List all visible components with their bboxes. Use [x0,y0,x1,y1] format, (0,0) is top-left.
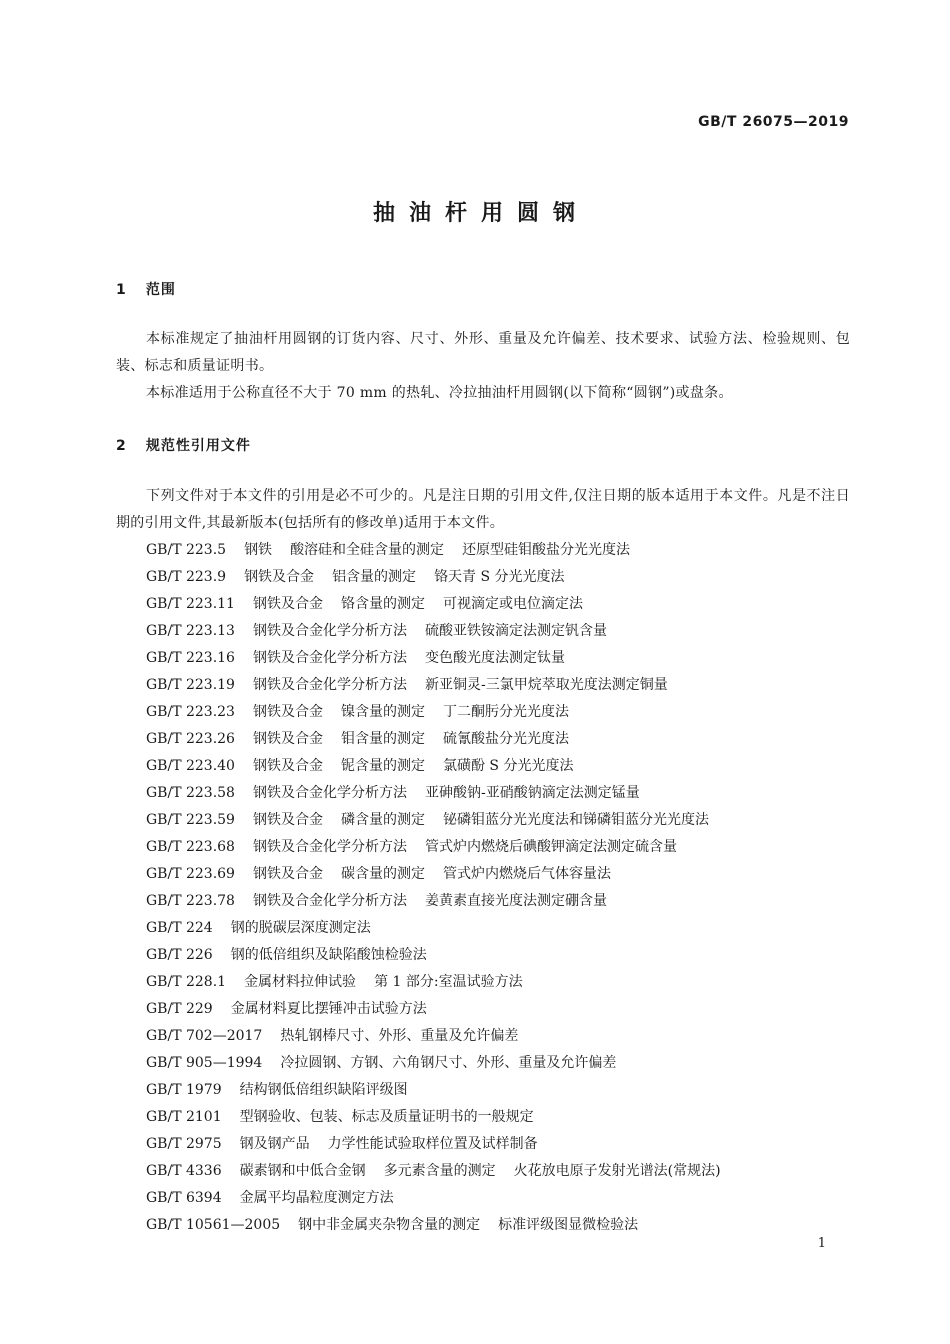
reference-code: GB/T 228.1 [146,974,227,990]
section-title: 规范性引用文件 [145,438,251,454]
reference-title-part: 还原型硅钼酸盐分光光度法 [462,542,631,558]
reference-title-part: 管式炉内燃烧后碘酸钾滴定法测定硫含量 [424,839,677,855]
reference-item [146,888,721,915]
reference-item [146,915,721,942]
reference-title-part: 钢铁及合金 [252,758,323,774]
reference-list [146,537,721,1239]
scope-paragraph: 本标准适用于公称直径不大于 70 mm 的热轧、冷拉抽油杆用圆钢(以下简称“圆钢”)或盘条。 [146,385,733,401]
reference-title-part: 铌含量的测定 [340,758,425,774]
reference-item [146,780,721,807]
reference-title-part: 磷含量的测定 [340,812,425,828]
reference-title-part: 钢铁 [244,542,273,558]
reference-item [146,618,721,645]
reference-title-part: 钢铁及合金化学分析方法 [252,677,407,693]
reference-code: GB/T 2975 [146,1136,222,1152]
reference-item [146,726,721,753]
page-number: 1 [817,1236,826,1251]
section-heading-normative-references [116,435,251,455]
reference-item [146,996,721,1023]
reference-title-part: 碳素钢和中低合金钢 [239,1163,366,1179]
reference-title-part: 钢的脱碳层深度测定法 [230,920,371,936]
reference-title-part: 镍含量的测定 [340,704,425,720]
reference-item [146,1185,721,1212]
reference-item [146,1104,721,1131]
reference-title-part: 硫酸亚铁铵滴定法测定钒含量 [424,623,607,639]
reference-title-part: 火花放电原子发射光谱法(常规法) [513,1163,721,1179]
reference-title-part: 钢铁及合金 [252,596,323,612]
reference-code: GB/T 223.11 [146,596,235,612]
reference-title-part: 第 1 部分:室温试验方法 [374,974,523,990]
section-number: 2 [116,438,127,454]
reference-item [146,537,721,564]
reference-title-part: 多元素含量的测定 [383,1163,496,1179]
reference-title-part: 钢铁及合金 [252,704,323,720]
reference-item [146,672,721,699]
reference-title-part: 丁二酮肟分光光度法 [442,704,569,720]
reference-code: GB/T 226 [146,947,213,963]
reference-title-part: 型钢验收、包装、标志及质量证明书的一般规定 [239,1109,534,1125]
reference-code: GB/T 223.40 [146,758,235,774]
reference-code: GB/T 223.78 [146,893,235,909]
reference-title-part: 钢铁及合金 [252,812,323,828]
reference-code: GB/T 223.59 [146,812,235,828]
reference-code: GB/T 223.5 [146,542,227,558]
reference-title-part: 钢的低倍组织及缺陷酸蚀检验法 [230,947,427,963]
section-number: 1 [116,282,127,298]
references-intro-paragraph: 下列文件对于本文件的引用是必不可少的。凡是注日期的引用文件,仅注日期的版本适用于本文件。凡是不注日期的引用文件,其最新版本(包括所有的修改单)适用于本文件。 [116,488,850,531]
standard-code: GB/T 26075—2019 [698,114,849,130]
reference-item [146,834,721,861]
reference-title-part: 钢铁及合金化学分析方法 [252,785,407,801]
reference-code: GB/T 223.68 [146,839,235,855]
reference-item [146,969,721,996]
reference-item [146,861,721,888]
reference-title-part: 冷拉圆钢、方钢、六角钢尺寸、外形、重量及允许偏差 [280,1055,617,1071]
reference-title-part: 铬天青 S 分光光度法 [434,569,565,585]
reference-item [146,1023,721,1050]
reference-title-part: 钢铁及合金化学分析方法 [252,893,407,909]
reference-code: GB/T 1979 [146,1082,222,1098]
reference-item [146,1131,721,1158]
reference-title-part: 铬含量的测定 [340,596,425,612]
reference-code: GB/T 223.26 [146,731,235,747]
reference-item [146,645,721,672]
reference-code: GB/T 6394 [146,1190,222,1206]
reference-code: GB/T 229 [146,1001,213,1017]
reference-title-part: 铋磷钼蓝分光光度法和锑磷钼蓝分光光度法 [442,812,709,828]
reference-title-part: 铝含量的测定 [332,569,417,585]
reference-code: GB/T 702—2017 [146,1028,263,1044]
reference-title-part: 硫氰酸盐分光光度法 [442,731,569,747]
reference-code: GB/T 223.23 [146,704,235,720]
reference-item [146,1050,721,1077]
reference-title-part: 钢铁及合金 [252,731,323,747]
reference-title-part: 钢铁及合金化学分析方法 [252,839,407,855]
reference-title-part: 酸溶硅和全硅含量的测定 [290,542,445,558]
reference-code: GB/T 10561—2005 [146,1217,281,1233]
reference-code: GB/T 223.19 [146,677,235,693]
scope-paragraph: 本标准规定了抽油杆用圆钢的订货内容、尺寸、外形、重量及允许偏差、技术要求、试验方法、检验规则、包装、标志和质量证明书。 [116,331,850,374]
reference-item [146,564,721,591]
reference-title-part: 钢铁及合金化学分析方法 [252,650,407,666]
reference-title-part: 钢及钢产品 [239,1136,310,1152]
reference-code: GB/T 2101 [146,1109,222,1125]
reference-code: GB/T 223.69 [146,866,235,882]
reference-item [146,807,721,834]
reference-code: GB/T 224 [146,920,213,936]
reference-title-part: 钢铁及合金化学分析方法 [252,623,407,639]
reference-code: GB/T 223.58 [146,785,235,801]
reference-item [146,753,721,780]
reference-title-part: 新亚铜灵-三氯甲烷萃取光度法测定铜量 [424,677,668,693]
reference-title-part: 标准评级图显微检验法 [498,1217,639,1233]
reference-item [146,699,721,726]
reference-item [146,1158,721,1185]
reference-title-part: 管式炉内燃烧后气体容量法 [442,866,611,882]
reference-title-part: 力学性能试验取样位置及试样制备 [327,1136,538,1152]
document-title: 抽油杆用圆钢 [372,201,589,226]
reference-code: GB/T 905—1994 [146,1055,263,1071]
reference-title-part: 结构钢低倍组织缺陷评级图 [239,1082,408,1098]
section-title: 范围 [145,282,176,298]
reference-title-part: 亚砷酸钠-亚硝酸钠滴定法测定锰量 [424,785,640,801]
reference-code: GB/T 4336 [146,1163,222,1179]
reference-title-part: 钢中非金属夹杂物含量的测定 [298,1217,481,1233]
reference-title-part: 金属平均晶粒度测定方法 [239,1190,394,1206]
reference-title-part: 碳含量的测定 [340,866,425,882]
reference-title-part: 氯磺酚 S 分光光度法 [442,758,574,774]
reference-title-part: 热轧钢棒尺寸、外形、重量及允许偏差 [280,1028,519,1044]
reference-title-part: 金属材料夏比摆锤冲击试验方法 [230,1001,427,1017]
reference-title-part: 钢铁及合金 [252,866,323,882]
reference-title-part: 可视滴定或电位滴定法 [442,596,583,612]
reference-item [146,1212,721,1239]
reference-code: GB/T 223.13 [146,623,235,639]
reference-title-part: 金属材料拉伸试验 [244,974,357,990]
section-heading-scope [116,279,176,299]
reference-item [146,591,721,618]
reference-title-part: 变色酸光度法测定钛量 [424,650,565,666]
reference-title-part: 钼含量的测定 [340,731,425,747]
reference-item [146,1077,721,1104]
reference-title-part: 钢铁及合金 [244,569,315,585]
reference-title-part: 姜黄素直接光度法测定硼含量 [424,893,607,909]
reference-code: GB/T 223.9 [146,569,227,585]
reference-code: GB/T 223.16 [146,650,235,666]
reference-item [146,942,721,969]
